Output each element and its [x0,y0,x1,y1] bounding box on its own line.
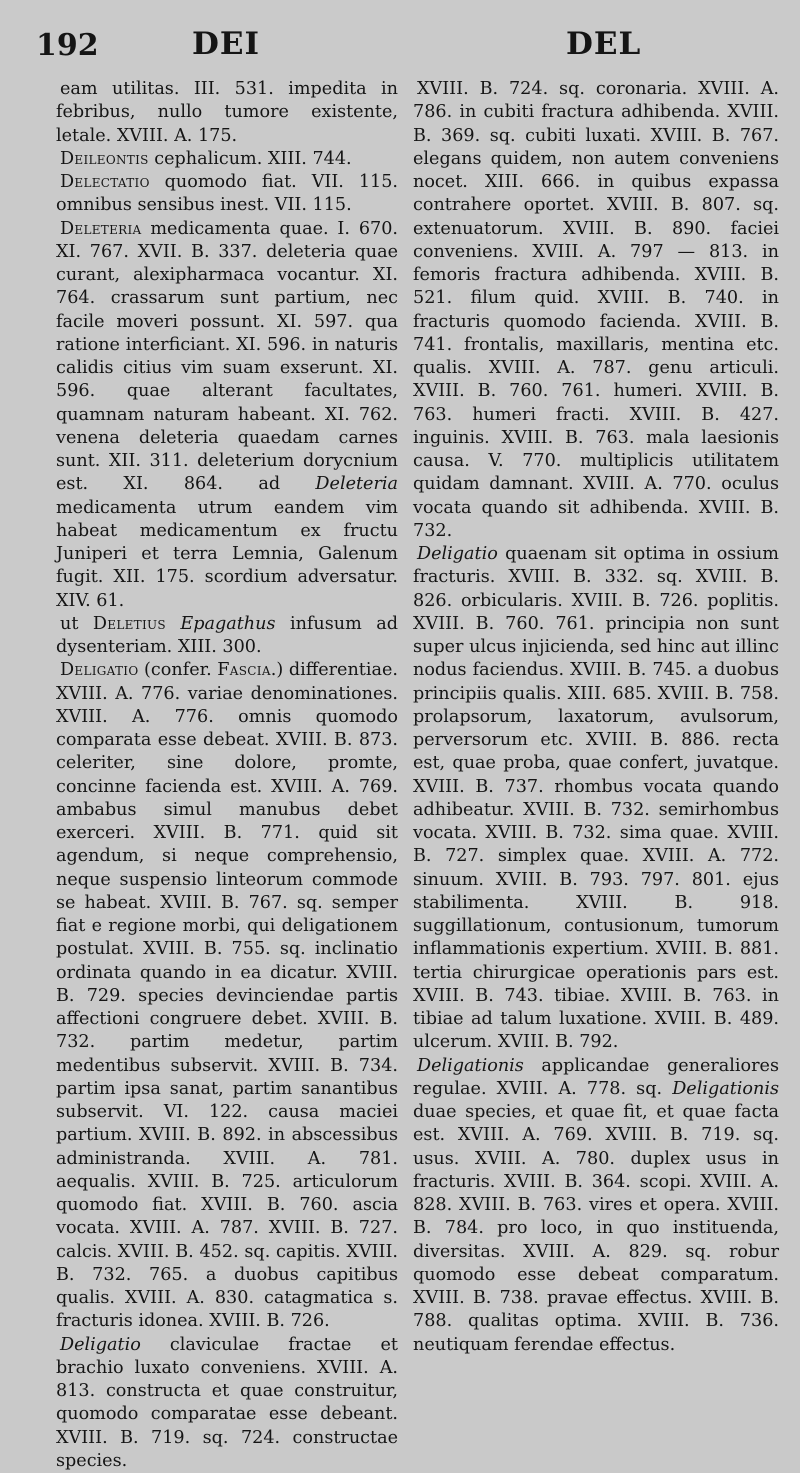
right-column [413,78,779,1357]
italic-term: Deleteria [315,474,398,494]
index-entry [56,1334,398,1473]
headword: Deligatio [60,660,138,680]
entry-text: XVIII. B. 724. sq. coronaria. XVIII. A. 786. in cubiti fractura adhibenda. XVIII. B. 369. sq. cubiti luxati. XVIII. B. 767. elegans quidem, non autem conveniens nocet. XIII. 666. in quibus expassa contrahere oportet. XVIII. B. 807. sq. extenuatorum. XVIII. B. 890. faciei conveniens. XVIII. A. 797 — 813. in femoris fractura adhibenda. XVIII. B. 521. filum quid. XVIII. B. 740. in fracturis quomodo facienda. XVIII. B. 741. frontalis, maxillaris, mentina etc. qualis. XVIII. A. 787. genu articuli. XVIII. B. 760. 761. humeri. XVIII. B. 763. humeri fracti. XVIII. B. 427. inguinis. XVIII. B. 763. mala laesionis causa. V. 770. multiplicis utilitatem quidam damnant. XVIII. A. 770. oculus vocata quando sit adhibenda. XVIII. B. 732. [413,79,779,541]
italic-term: Deligatio [60,1335,141,1355]
entry-text: duae species, et quae fit, et quae facta est. XVIII. A. 769. XVIII. B. 719. sq. usus. XVIII. A. 780. duplex usus in fracturis. XVIII. B. 364. scopi. XVIII. A. 828. XVIII. B. 763. vires et opera. XVIII. B. 784. pro loco, in quo instituenda, diversitas. XVIII. A. 829. sq. robur quomodo esse debeat comparatum. XVIII. B. 738. pravae effectus. XVIII. B. 788. qualitas optima. XVIII. B. 736. neutiquam ferendae effectus. [413,1102,779,1355]
headword: Fascia [217,660,270,680]
entry-text: (confer. [138,660,217,680]
italic-term: Deligationis [672,1079,779,1099]
italic-term: Deligatio [417,544,498,564]
index-entry [56,613,398,660]
entry-text: medicamenta utrum eandem vim habeat medicamentum ex fructu Juniperi et terra Lemnia, Galenum fugit. XII. 175. scordium adversatur. XIV. 61. [56,498,398,611]
page-number: 192 [36,28,99,63]
entry-text: quomodo fiat. VII. 115. omnibus sensibus inest. VII. 115. [56,172,398,215]
index-entry [413,78,779,543]
entry-text: eam utilitas. III. 531. impedita in febribus, nullo tumore existente, letale. XVIII. A. 175. [56,79,398,146]
running-header [0,20,800,70]
left-catchword: DEI [192,26,260,62]
entry-text: ut [60,614,93,634]
left-column [56,78,398,1473]
entry-text: infusum ad dysenteriam. XIII. 300. [56,614,398,657]
index-entry [56,171,398,218]
italic-term: Epagathus [180,614,275,634]
entry-text: claviculae fractae et brachio luxato conveniens. XVIII. A. 813. constructa et quae construitur, quomodo comparatae esse debeant. XVIII. B. 719. sq. 724. constructae species. [56,1335,398,1471]
entry-text: cephalicum. XIII. 744. [149,149,352,169]
index-entry [56,218,398,613]
italic-term: Deligationis [417,1056,524,1076]
right-catchword: DEL [566,26,641,62]
index-entry [56,148,398,171]
entry-text: .) differentiae. XVIII. A. 776. variae denominationes. XVIII. A. 776. omnis quomodo comparata esse debeat. XVIII. B. 873. celeriter, sine dolore, promte, concinne facienda est. XVIII. A. 769. ambabus simul manubus debet exerceri. XVIII. B. 771. quid sit agendum, si neque comprehensio, neque suspensio linteorum commode se habeat. XVIII. B. 767. sq. semper fiat e regione morbi, qui deligationem postulat. XVIII. B. 755. sq. inclinatio ordinata quando in ea dicatur. XVIII. B. 729. species devinciendae partis affectioni congruere debet. XVIII. B. 732. partim medetur, partim medentibus subservit. XVIII. B. 734. partim ipsa sanat, partim sanantibus subservit. VI. 122. causa maciei partium. XVIII. B. 892. in abscessibus administranda. XVIII. A. 781. aequalis. XVIII. B. 725. articulorum quomodo fiat. XVIII. B. 760. ascia vocata. XVIII. A. 787. XVIII. B. 727. calcis. XVIII. B. 452. sq. capitis. XVIII. B. 732. 765. a duobus capitibus qualis. XVIII. A. 830. catagmatica s. fracturis idonea. XVIII. B. 726. [56,660,398,1331]
headword: Delectatio [60,172,150,192]
entry-text: medicamenta quae. I. 670. XI. 767. XVII. B. 337. deleteria quae curant, alexipharmaca vocantur. XI. 764. crassarum sunt partium, nec facile moveri possunt. XI. 597. qua ratione interficiant. XI. 596. in naturis calidis citius vim suam exserunt. XI. 596. quae alterant facultates, quamnam naturam habeant. XI. 762. venena deleteria quaedam carnes sunt. XII. 311. deleterium dorycnium est. XI. 864. ad [56,219,398,495]
headword: Deileontis [60,149,149,169]
index-entry [413,1055,779,1357]
entry-text: quaenam sit optima in ossium fracturis. XVIII. B. 332. sq. XVIII. B. 826. orbicularis. XVIII. B. 726. poplitis. XVIII. B. 760. 761. principia non sunt super ulcus injicienda, sed hinc aut illinc nodus faciendus. XVIII. B. 745. a duobus principiis qualis. XIII. 685. XVIII. B. 758. prolapsorum, laxatorum, avulsorum, perversorum etc. XVIII. B. 886. recta est, quae proba, quae confert, juvatque. XVIII. B. 737. rhombus vocata quando adhibeatur. XVIII. B. 732. semirhombus vocata. XVIII. B. 732. sima quae. XVIII. B. 727. simplex quae. XVIII. A. 772. sinuum. XVIII. B. 793. 797. 801. ejus stabilimenta. XVIII. B. 918. suggillationum, contusionum, tumorum inflammationis expertium. XVIII. B. 881. tertia chirurgicae operationis pars est. XVIII. B. 743. tibiae. XVIII. B. 763. in tibiae ad talum luxatione. XVIII. B. 489. ulcerum. XVIII. B. 792. [413,544,779,1052]
entry-text [166,614,180,634]
headword: Deletius [93,614,166,634]
index-entry [56,659,398,1333]
entry-text: applicandae generaliores regulae. XVIII. A. 778. sq. [413,1056,779,1099]
index-entry [56,78,398,148]
index-entry [413,543,779,1055]
headword: Deleteria [60,219,142,239]
